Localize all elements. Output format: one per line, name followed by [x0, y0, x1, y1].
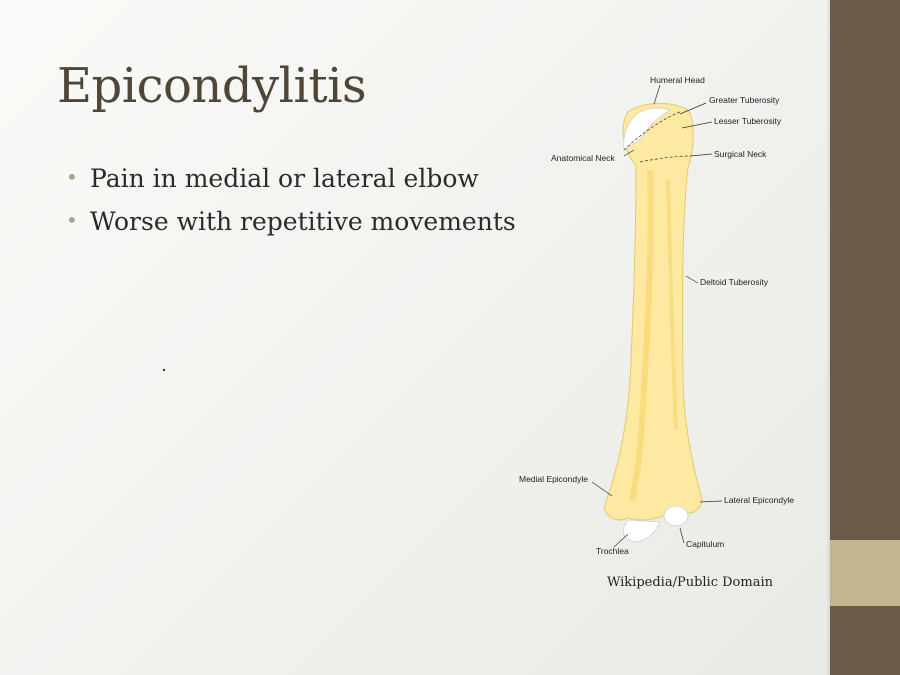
- label-anatomical-neck: Anatomical Neck: [551, 153, 615, 163]
- label-lesser-tuberosity: Lesser Tuberosity: [714, 116, 782, 126]
- label-trochlea: Trochlea: [596, 546, 629, 556]
- label-greater-tuberosity: Greater Tuberosity: [709, 95, 780, 105]
- image-credit: Wikipedia/Public Domain: [607, 575, 773, 590]
- humerus-bone: [604, 103, 702, 542]
- bullet-text: Pain in medial or lateral elbow: [90, 164, 479, 193]
- label-deltoid-tuberosity: Deltoid Tuberosity: [700, 277, 769, 287]
- label-surgical-neck: Surgical Neck: [714, 149, 767, 159]
- label-humeral-head: Humeral Head: [650, 75, 705, 85]
- label-capitulum: Capitulum: [686, 539, 725, 549]
- slide-title: Epicondylitis: [57, 58, 367, 114]
- label-lateral-epicondyle: Lateral Epicondyle: [724, 495, 794, 505]
- bullet-text: Worse with repetitive movements: [90, 207, 516, 236]
- label-medial-epicondyle: Medial Epicondyle: [519, 474, 588, 484]
- bullet-dot-icon: •: [66, 208, 78, 232]
- bullet-dot-icon: •: [66, 165, 78, 189]
